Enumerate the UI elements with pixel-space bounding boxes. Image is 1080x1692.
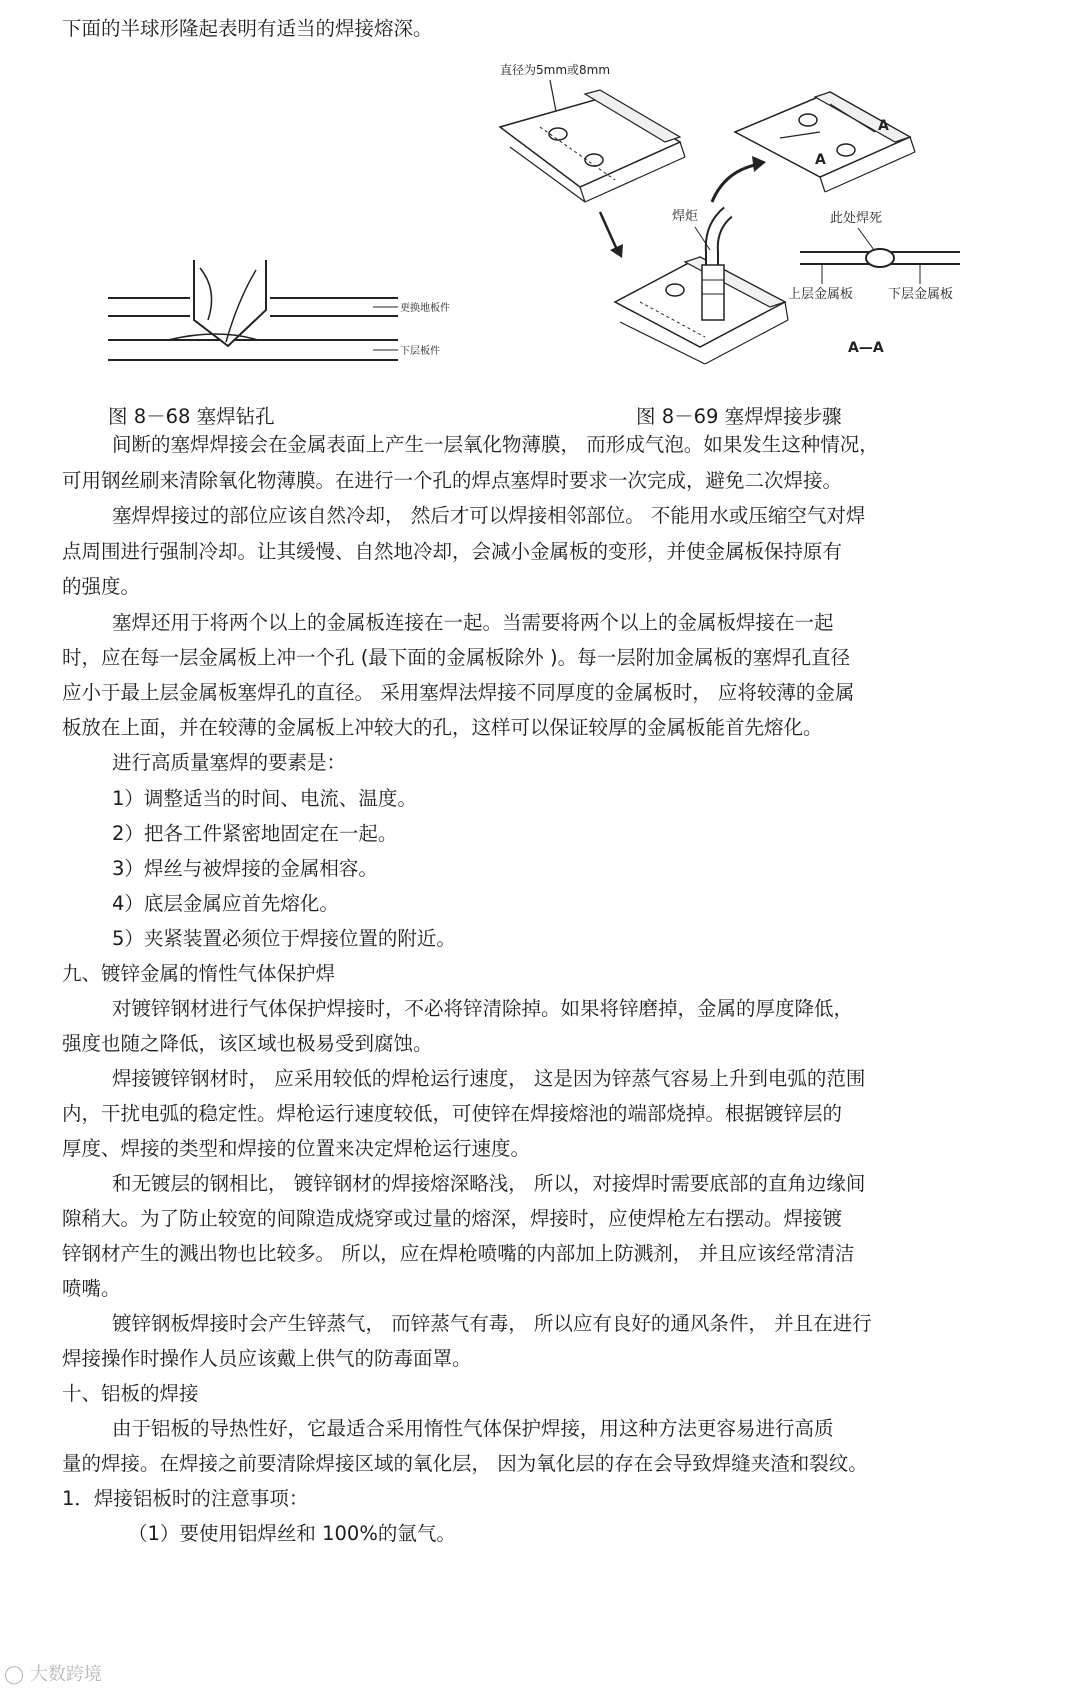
paragraph-line: 时，应在每一层金属板上冲一个孔 (最下面的金属板除外 )。每一层附加金属板的塞焊孔直径 [62, 646, 851, 669]
subsection-heading: 1．焊接铝板时的注意事项： [62, 1487, 309, 1510]
paragraph-line: 厚度、焊接的类型和焊接的位置来决定焊枪运行速度。 [62, 1137, 531, 1160]
figure-8-69-caption: 图 8－69 塞焊焊接步骤 [636, 405, 842, 428]
paragraph-line: 塞焊还用于将两个以上的金属板连接在一起。当需要将两个以上的金属板焊接在一起 [112, 611, 834, 634]
paragraph-line: 强度也随之降低，该区域也极易受到腐蚀。 [62, 1032, 433, 1055]
watermark-logo-icon: ◯ [4, 1664, 25, 1685]
paragraph-line: 隙稍大。为了防止较宽的间隙造成烧穿或过量的熔深，焊接时，应使焊枪左右摆动。焊接镀 [62, 1207, 843, 1230]
fig69-label-diameter: 直径为5mm或8mm [500, 63, 611, 77]
intro-line: 下面的半球形隆起表明有适当的焊接熔深。 [62, 17, 433, 40]
paragraph-line: 应小于最上层金属板塞焊孔的直径。 采用塞焊法焊接不同厚度的金属板时， 应将较薄的金属 [62, 681, 855, 704]
fig69-label-upper: 上层金属板 [788, 287, 854, 302]
watermark [4, 1660, 102, 1686]
paragraph-line: 塞焊焊接过的部位应该自然冷却， 然后才可以焊接相邻部位。 不能用水或压缩空气对焊 [112, 504, 866, 527]
section-heading: 十、铝板的焊接 [62, 1382, 199, 1405]
paragraph-line: 镀锌钢板焊接时会产生锌蒸气， 而锌蒸气有毒， 所以应有良好的通风条件， 并且在进行 [112, 1312, 872, 1335]
figure-8-68-caption: 图 8－68 塞焊钻孔 [108, 405, 275, 428]
paragraph-line: 可用钢丝刷来清除氧化物薄膜。在进行一个孔的焊点塞焊时要求一次完成，避免二次焊接。 [62, 469, 843, 492]
paragraph-line: 内，干扰电弧的稳定性。焊枪运行速度较低，可使锌在焊接熔池的端部烧掉。根据镀锌层的 [62, 1102, 843, 1125]
fig69-label-weld-here: 此处焊死 [830, 211, 883, 226]
list-item: 2）把各工件紧密地固定在一起。 [112, 822, 398, 845]
section-heading: 九、镀锌金属的惰性气体保护焊 [62, 962, 336, 985]
paragraph-line: 板放在上面，并在较薄的金属板上冲较大的孔，这样可以保证较厚的金属板能首先熔化。 [62, 716, 823, 739]
paragraph-line: 焊接镀锌钢材时， 应采用较低的焊枪运行速度， 这是因为锌蒸气容易上升到电弧的范围 [112, 1067, 866, 1090]
fig68-label-bottom: 下层板件 [400, 346, 440, 357]
fig69-label-a-1: A [878, 118, 889, 134]
paragraph-line: 进行高质量塞焊的要素是： [112, 751, 347, 774]
paragraph-line: 间断的塞焊焊接会在金属表面上产生一层氧化物薄膜， 而形成气泡。如果发生这种情况， [112, 433, 879, 456]
figure-8-69-plug-weld-steps [490, 52, 990, 377]
paragraph-line: 锌钢材产生的溅出物也比较多。 所以，应在焊枪喷嘴的内部加上防溅剂， 并且应该经常清洁 [62, 1242, 855, 1265]
paragraph-line: 的强度。 [62, 575, 141, 598]
list-item: 1）调整适当的时间、电流、温度。 [112, 787, 417, 810]
paragraph-line: 喷嘴。 [62, 1277, 121, 1300]
list-item: 4）底层金属应首先熔化。 [112, 892, 339, 915]
watermark-text: 大数跨境 [29, 1664, 102, 1685]
fig68-label-top: 更换地板件 [400, 303, 450, 314]
fig69-label-lower: 下层金属板 [888, 287, 954, 302]
paragraph-line: 由于铝板的导热性好，它最适合采用惰性气体保护焊接，用这种方法更容易进行高质 [112, 1417, 834, 1440]
figure-8-68-plug-weld-drilling [108, 250, 478, 380]
paragraph-line: 点周围进行强制冷却。让其缓慢、自然地冷却，会减小金属板的变形，并使金属板保持原有 [62, 540, 843, 563]
fig69-label-torch: 焊炬 [672, 209, 699, 224]
fig69-label-a-2: A [815, 152, 826, 168]
paragraph-line: 和无镀层的钢相比， 镀锌钢材的焊接熔深略浅， 所以，对接焊时需要底部的直角边缘间 [112, 1172, 866, 1195]
list-item: 5）夹紧装置必须位于焊接位置的附近。 [112, 927, 456, 950]
list-item: 3）焊丝与被焊接的金属相容。 [112, 857, 378, 880]
paragraph-line: 对镀锌钢材进行气体保护焊接时，不必将锌清除掉。如果将锌磨掉，金属的厚度降低， [112, 997, 854, 1020]
fig69-label-section: A—A [848, 340, 884, 356]
list-item: （1）要使用铝焊丝和 100%的氩气。 [128, 1522, 456, 1545]
paragraph-line: 量的焊接。在焊接之前要清除焊接区域的氧化层， 因为氧化层的存在会导致焊缝夹渣和裂纹。 [62, 1452, 868, 1475]
paragraph-line: 焊接操作时操作人员应该戴上供气的防毒面罩。 [62, 1347, 472, 1370]
